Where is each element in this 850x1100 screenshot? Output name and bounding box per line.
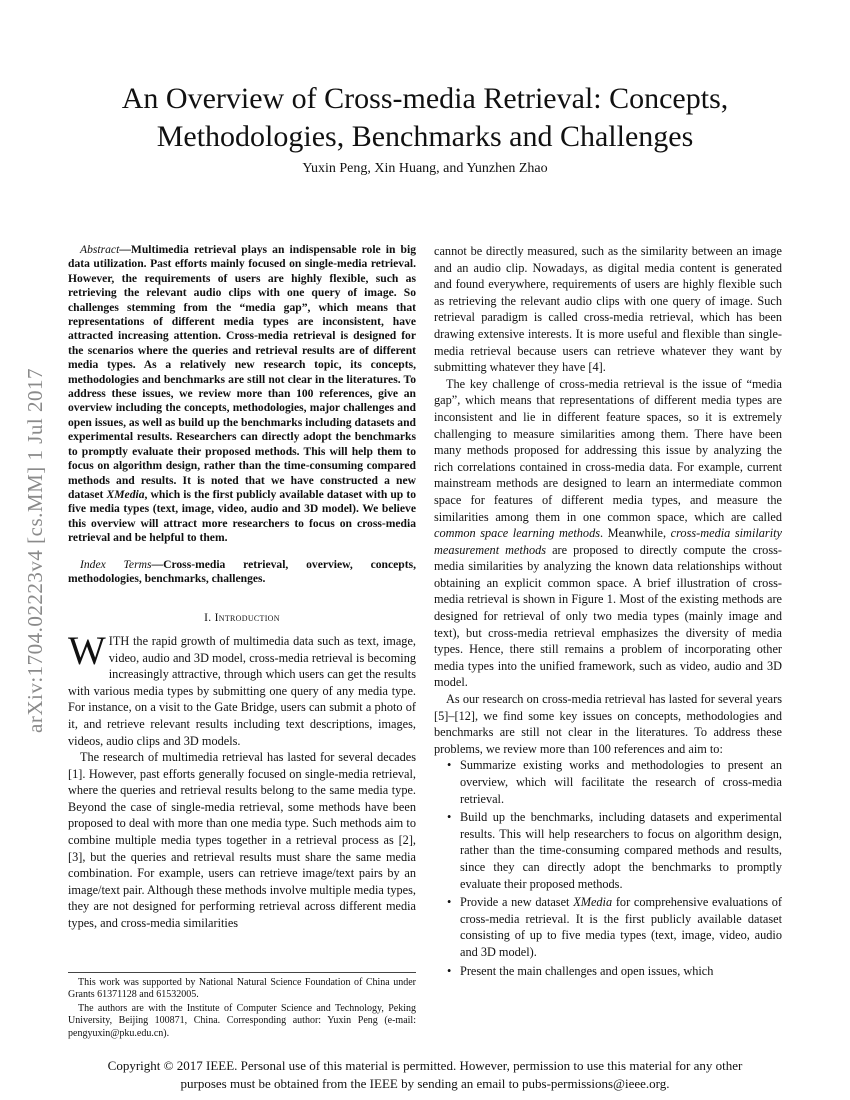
left-column (68, 243, 416, 932)
intro-paragraph-1 (68, 627, 416, 749)
right-paragraph-2-part-a: The key challenge of cross-media retrieval is the issue of “media gap”, which means that representations of different media types are inconsistent and lie in different feature spaces, so it is extremely challenging to measure similarities among them. There have been many methods proposed for addressing this issue by analyzing the rich correlations contained in cross-media data. For example, current mainstream methods are designed to learn an intermediate common space for features of different media types, and measure the similarities among them in one common space, which are called (434, 376, 782, 524)
list-item-text: Present the main challenges and open issues, which (460, 963, 714, 978)
right-paragraph-2-part-b: . Meanwhile, (600, 526, 671, 541)
list-item-text-part-a: Provide a new dataset (460, 895, 574, 910)
bullet-icon: • (447, 963, 452, 978)
right-paragraph-1: cannot be directly measured, such as the similarity between an image and an audio clip. Nowadays, as digital media content is generated and found everywhere, requirements of users are highly flexible such as retrieving the relevant audio clips with one query of image. Such retrieval paradigm is called cross-media retrieval, which has been drawing extensive interests. It is more useful and flexible than single-media retrieval because users can retrieve whatever they want by submitting whatever they have [4]. (434, 244, 782, 375)
footnote-affiliation: The authors are with the Institute of Computer Science and Technology, Peking University, Beijing 100871, China. Corresponding author: Yuxin Peng (e-mail: pengyuxin@pku.edu.cn). (68, 1002, 416, 1039)
list-item (434, 757, 782, 807)
abstract-label: Abstract (80, 243, 120, 256)
section-heading-introduction: I. Introduction (204, 612, 280, 625)
paper-title-line-2: Methodologies, Benchmarks and Challenges (156, 120, 694, 153)
index-terms-text: —Cross-media retrieval, overview, concepts, methodologies, benchmarks, challenges. (68, 557, 416, 585)
arxiv-identifier-text: arXiv:1704.02223v4 [cs.MM] 1 Jul 2017 (23, 367, 48, 733)
list-item-text-part-b: for comprehensive evaluations of cross-media retrieval. It is the first publicly available dataset consisting of up to five media types (text, image, video, audio and 3D model). (460, 895, 782, 959)
term-similarity-measurement: cross-media similarity measurement methods (434, 526, 783, 557)
right-paragraph-2 (434, 376, 782, 691)
right-paragraph-3: As our research on cross-media retrieval has lasted for several years [5]–[12], we find some key issues on concepts, methodologies and benchmarks are still not clear in the literatures. To address these problems, we review more than 100 references and aim to: (434, 692, 782, 756)
paper-title-line-1: An Overview of Cross-media Retrieval: Concepts, (121, 82, 729, 115)
abstract-text-part-1: —Multimedia retrieval plays an indispensable role in big data utilization. Past efforts mainly focused on single-media retrieval. However, the requirements of users are highly flexible, such as retrieving the relevant audio clips with one query of image. So challenges stemming from the “media gap”, which means that representations of different media types are inconsistent, have attracted increasing attention. Cross-media retrieval is designed for the scenarios where the queries and retrieval results are of different media types. As a relatively new research topic, its concepts, methodologies and benchmarks are still not clear in the literatures. To address these issues, we review more than 100 references, give an overview including the concepts, methodologies, major challenges and open issues, as well as build up the benchmarks including datasets and experimental results. Researchers can directly adopt the benchmarks to promptly evaluate their proposed methods. This will help them to focus on algorithm design, rather than the time-consuming compared methods and results. It is noted that we have constructed a new dataset (68, 243, 416, 501)
right-column (434, 243, 782, 981)
bullet-icon: • (447, 810, 452, 825)
right-paragraph-2-part-c: are proposed to directly compute the cross-media similarities by analyzing the known data relationships without obtaining an explicit common space. A brief illustration of cross-media retrieval is shown in Figure 1. Most of the existing methods are designed for retrieval of only two media types (mainly image and text), but cross-media retrieval emphasizes the diversity of media types. Hence, there still remains a problem of incorporating other media types into the unified framework, such as video, audio and 3D model. (434, 542, 782, 690)
footnote-funding: This work was supported by National Natural Science Foundation of China under Grants 61371128 and 61532005. (68, 977, 416, 1001)
abstract-dataset-name: XMedia (106, 487, 145, 501)
footnotes (68, 972, 416, 1041)
paper-authors: Yuxin Peng, Xin Huang, and Yunzhen Zhao (302, 161, 548, 176)
abstract (68, 243, 416, 546)
arxiv-identifier-stamp (8, 300, 63, 800)
index-terms (68, 558, 416, 587)
bullet-icon: • (447, 895, 452, 910)
footnote-rule (68, 972, 168, 973)
intro-paragraph-1-text: ITH the rapid growth of multimedia data such as text, image, video, audio and 3D model, cross-media retrieval is becoming increasingly attractive, through which users can get the results with various media types by submitting one query of any media type. For instance, on a visit to the Gate Bridge, users can submit a photo of it, and retrieve relevant results including text descriptions, images, videos, audio clips and 3D models. (68, 633, 416, 748)
term-common-space-learning: common space learning methods (434, 526, 601, 541)
list-item (434, 963, 782, 980)
list-item-text: Summarize existing works and methodologies to present an overview, which will facilitate the research of cross-media retrieval. (460, 758, 782, 806)
index-terms-label: Index Terms (80, 557, 152, 571)
paper-title (60, 80, 790, 156)
abstract-text-part-2: , which is the first publicly available dataset with up to five media types (text, image, video, audio and 3D model). We believe this overview will attract more researchers to focus on cross-media retrieval and be helpful to them. (68, 487, 416, 545)
copyright-line-1: Copyright © 2017 IEEE. Personal use of this material is permitted. However, permission to use this material for any other (107, 1058, 743, 1073)
bullet-icon: • (447, 758, 452, 773)
drop-cap-letter: W (68, 627, 106, 673)
copyright-notice (40, 1057, 810, 1093)
copyright-line-2: purposes must be obtained from the IEEE by sending an email to pubs-permissions@ieee.org. (180, 1076, 670, 1091)
list-item (434, 809, 782, 892)
intro-paragraph-2: The research of multimedia retrieval has lasted for several decades [1]. However, past efforts generally focused on single-media retrieval, where the queries and retrieval results belong to the same media type. Beyond the case of single-media retrieval, some methods have been proposed to deal with more than one media type. Such methods aim to combine multiple media types together in a retrieval process as [2], [3], but the queries and retrieval results must share the same media combination. For example, users can retrieve image/text pairs by an image/text pair. Although these methods involve multiple media types, they are not designed for performing retrieval across different media types, and cross-media similarities (68, 750, 416, 931)
list-item-text: Build up the benchmarks, including datasets and experimental results. This will help researchers to focus on algorithm design, rather than the time-consuming compared methods and results, since they can directly adopt the benchmarks to promptly evaluate their proposed methods. (460, 810, 782, 891)
dataset-name-xmedia: XMedia (573, 895, 613, 910)
contribution-list (434, 757, 782, 979)
list-item (434, 894, 782, 960)
